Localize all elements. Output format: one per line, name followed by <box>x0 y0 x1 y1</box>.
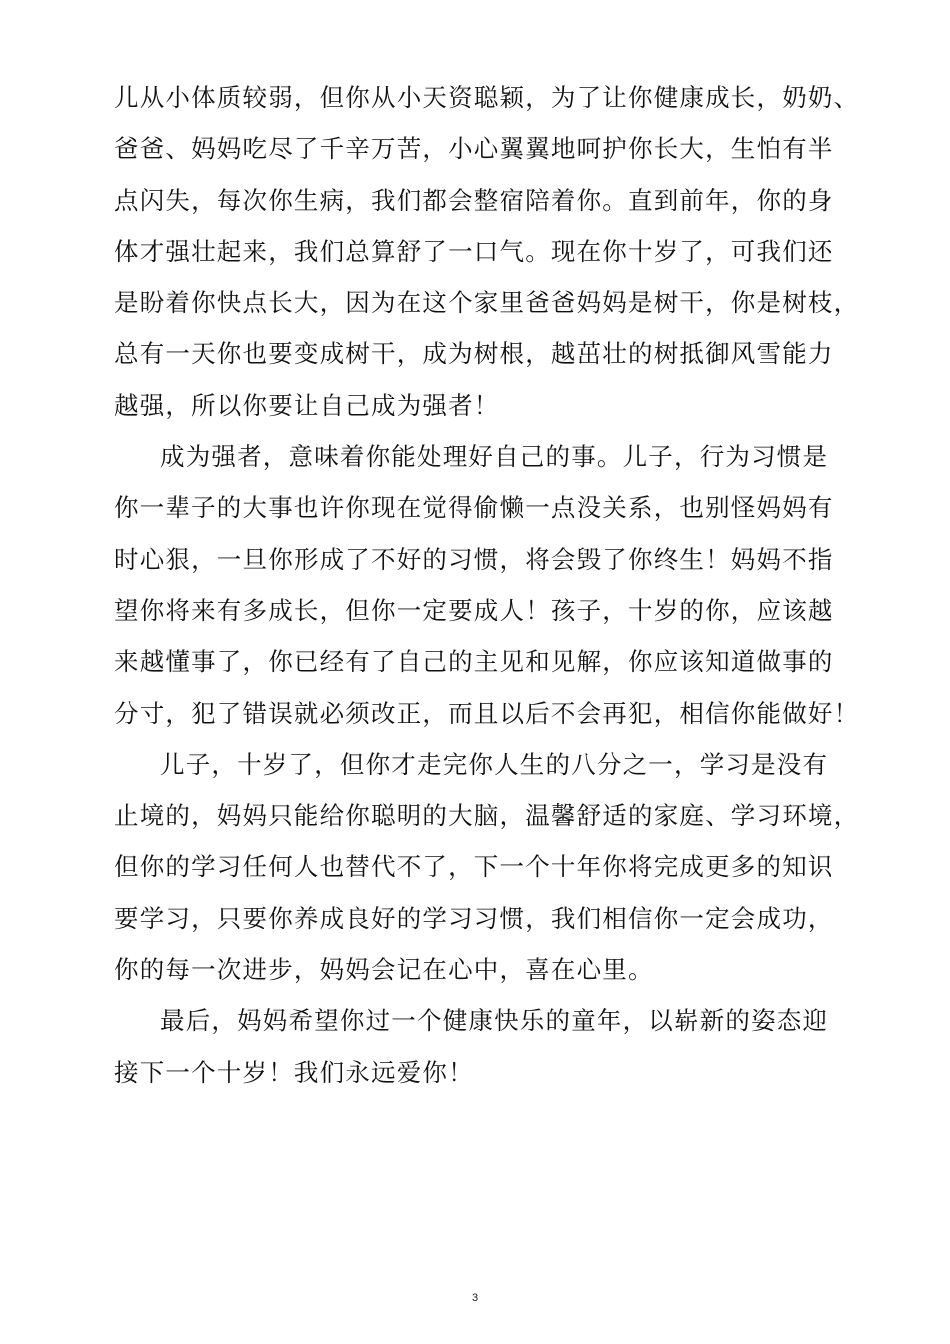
text-line: 来越懂事了，你已经有了自己的主见和见解，你应该知道做事的 <box>114 647 834 677</box>
paragraph-first-line: 最后，妈妈希望你过一个健康快乐的童年，以崭新的姿态迎 <box>160 1006 829 1036</box>
text-line: 时心狠，一旦你形成了不好的习惯，将会毁了你终生！妈妈不指 <box>114 544 834 574</box>
text-line: 爸爸、妈妈吃尽了千辛万苦，小心翼翼地呵护你长大，生怕有半 <box>114 134 834 164</box>
text-line: 体才强壮起来，我们总算舒了一口气。现在你十岁了，可我们还 <box>114 236 834 266</box>
text-line: 望你将来有多成长，但你一定要成人！孩子，十岁的你，应该越 <box>114 595 834 625</box>
paragraph-first-line: 儿子，十岁了，但你才走完你人生的八分之一，学习是没有 <box>160 749 829 779</box>
text-line: 分寸，犯了错误就必须改正，而且以后不会再犯，相信你能做好！ <box>114 698 860 728</box>
paragraph-first-line: 成为强者，意味着你能处理好自己的事。儿子，行为习惯是 <box>160 442 829 472</box>
text-line: 是盼着你快点长大，因为在这个家里爸爸妈妈是树干，你是树枝， <box>114 288 860 318</box>
text-line: 儿从小体质较弱，但你从小天资聪颖，为了让你健康成长，奶奶、 <box>114 83 860 112</box>
text-line: 你的每一次进步，妈妈会记在心中，喜在心里。 <box>114 955 654 985</box>
page-number: 3 <box>471 1292 479 1304</box>
text-line: 但你的学习任何人也替代不了，下一个十年你将完成更多的知识 <box>114 852 834 882</box>
text-line: 总有一天你也要变成树干，成为树根，越茁壮的树抵御风雪能力 <box>114 339 834 369</box>
text-line: 止境的，妈妈只能给你聪明的大脑，温馨舒适的家庭、学习环境， <box>114 801 860 831</box>
text-line: 你一辈子的大事也许你现在觉得偷懒一点没关系，也别怪妈妈有 <box>114 493 834 523</box>
text-line: 越强，所以你要让自己成为强者！ <box>114 390 500 420</box>
text-line: 接下一个十岁！我们永远爱你！ <box>114 1057 474 1087</box>
text-line: 点闪失，每次你生病，我们都会整宿陪着你。直到前年，你的身 <box>114 185 834 215</box>
letter-body <box>114 72 860 1098</box>
text-line: 要学习，只要你养成良好的学习习惯，我们相信你一定会成功， <box>114 903 834 933</box>
